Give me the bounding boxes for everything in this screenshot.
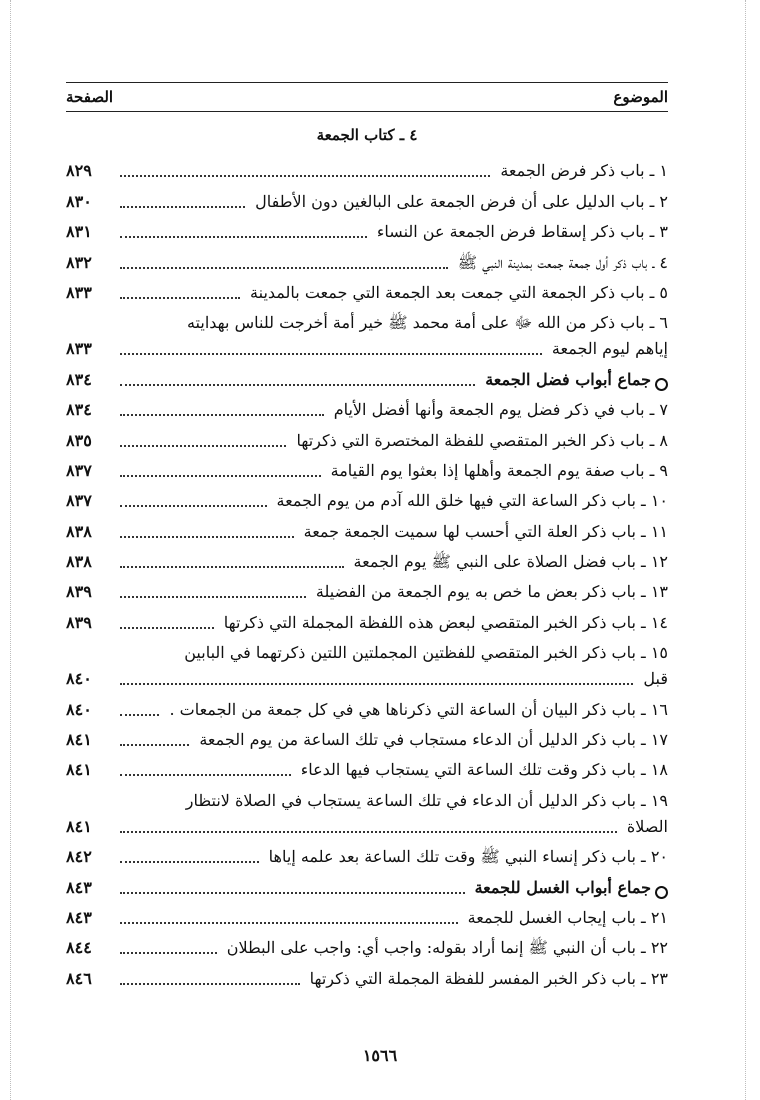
toc-entry xyxy=(66,929,668,959)
toc-entry-page: ٨٣٩ xyxy=(66,612,92,632)
dot-leader xyxy=(120,831,617,833)
toc-entry-page: ٨٣٨ xyxy=(66,521,92,541)
subject-column-label: الموضوع xyxy=(613,88,668,106)
toc-entry-title: ٨ ـ باب ذكر الخبر المتقصي للفظة المختصرة التي ذكرتها xyxy=(296,430,668,450)
toc-entry xyxy=(66,664,668,690)
dot-leader xyxy=(120,983,300,985)
circle-bullet-icon xyxy=(655,886,668,899)
toc-entry-page: ٨٤١ xyxy=(66,816,92,836)
toc-list xyxy=(66,152,668,990)
toc-entry-page: ٨٣١ xyxy=(66,222,92,242)
toc-entry-title: ١١ ـ باب ذكر العلة التي أحسب لها سميت الجمعة جمعة xyxy=(303,521,668,541)
toc-entry-page: ٨٤٣ xyxy=(66,907,92,927)
dot-leader xyxy=(120,922,458,924)
dot-leader xyxy=(120,683,633,685)
toc-entry-page: ٨٤١ xyxy=(66,760,92,780)
dot-leader xyxy=(120,175,490,177)
toc-entry-page: ٨٣٣ xyxy=(66,282,92,302)
toc-entry-page: ٨٤٠ xyxy=(66,699,92,719)
toc-entry xyxy=(66,391,668,421)
toc-entry-title: ١٠ ـ باب ذكر الساعة التي فيها خلق الله آدم من يوم الجمعة xyxy=(276,491,668,511)
dot-leader xyxy=(120,206,245,208)
dot-leader xyxy=(120,714,159,716)
toc-entry-title: قبل xyxy=(643,669,668,689)
toc-entry-title: ٦ ـ باب ذكر من الله ﷻ على أمة محمد ﷺ خير أمة أخرجت للناس بهدايته xyxy=(186,313,668,333)
toc-entry xyxy=(66,512,668,542)
toc-entry-title: ١٥ ـ باب ذكر الخبر المتقصي للفظتين المجملتين اللتين ذكرتهما في البابين xyxy=(184,643,668,663)
toc-entry-title: جماع أبواب فضل الجمعة xyxy=(485,369,651,389)
toc-entry-title: ٢٠ ـ باب ذكر إنساء النبي ﷺ وقت تلك الساعة بعد علمه إياها xyxy=(268,847,668,867)
toc-entry-page: ٨٣٤ xyxy=(66,400,92,420)
dot-leader xyxy=(120,952,217,954)
toc-entry xyxy=(66,421,668,451)
toc-entry-page: ٨٣٠ xyxy=(66,191,92,211)
toc-entry-title: ٣ ـ باب ذكر إسقاط فرض الجمعة عن النساء xyxy=(376,222,668,242)
toc-entry-page: ٨٤٠ xyxy=(66,669,92,689)
toc-entry xyxy=(66,334,668,360)
dot-leader xyxy=(120,384,475,386)
toc-entry xyxy=(66,751,668,781)
dot-leader xyxy=(120,861,259,863)
toc-entry-page: ٨٣٢ xyxy=(66,252,92,272)
toc-entry xyxy=(66,543,668,573)
toc-entry-page: ٨٣٧ xyxy=(66,491,92,511)
toc-group-heading xyxy=(66,868,668,898)
toc-entry-title: ٢ ـ باب الدليل على أن فرض الجمعة على البالغين دون الأطفال xyxy=(255,191,668,211)
toc-entry-page: ٨٤٤ xyxy=(66,938,92,958)
dot-leader xyxy=(120,236,367,238)
toc-entry-title: الصلاة xyxy=(626,816,668,836)
dot-leader xyxy=(120,297,240,299)
toc-entry-title: إياهم ليوم الجمعة xyxy=(551,339,668,359)
toc-entry xyxy=(66,152,668,182)
toc-entry xyxy=(66,781,668,811)
dot-leader xyxy=(120,596,306,598)
toc-entry-title: ٩ ـ باب صفة يوم الجمعة وأهلها إذا بعثوا يوم القيامة xyxy=(330,460,668,480)
toc-entry-title: ٢٢ ـ باب أن النبي ﷺ إنما أراد بقوله: واجب أي: واجب على البطلان xyxy=(226,938,668,958)
toc-entry-title: ٢١ ـ باب إيجاب الغسل للجمعة xyxy=(467,907,668,927)
toc-entry-page: ٨٤٣ xyxy=(66,877,92,897)
toc-entry-title: ١٨ ـ باب ذكر وقت تلك الساعة التي يستجاب فيها الدعاء xyxy=(300,760,668,780)
dot-leader xyxy=(120,414,324,416)
toc-entry xyxy=(66,573,668,603)
section-title: ٤ ـ كتاب الجمعة xyxy=(316,126,418,144)
toc-entry-title: ٥ ـ باب ذكر الجمعة التي جمعت بعد الجمعة التي جمعت بالمدينة xyxy=(250,282,668,302)
toc-entry-title: ١٣ ـ باب ذكر بعض ما خص به يوم الجمعة من الفضيلة xyxy=(315,582,668,602)
dot-leader xyxy=(120,353,542,355)
toc-entry-title: ١٤ ـ باب ذكر الخبر المتقصي لبعض هذه اللفظة المجملة التي ذكرتها xyxy=(223,612,668,632)
dot-leader xyxy=(120,475,321,477)
table-of-contents-header xyxy=(66,82,668,112)
toc-entry-title: ٤ ـ باب ذكر أول جمعة جمعت بمدينة النبي ﷺ xyxy=(457,252,668,272)
toc-entry xyxy=(66,838,668,868)
toc-entry xyxy=(66,182,668,212)
toc-group-heading xyxy=(66,360,668,390)
toc-entry xyxy=(66,721,668,751)
toc-entry-page: ٨٢٩ xyxy=(66,161,92,181)
toc-entry-page: ٨٣٤ xyxy=(66,369,92,389)
toc-entry-page: ٨٤٦ xyxy=(66,968,92,988)
dot-leader xyxy=(120,744,189,746)
toc-entry xyxy=(66,603,668,633)
toc-entry xyxy=(66,482,668,512)
toc-entry xyxy=(66,959,668,989)
toc-entry xyxy=(66,304,668,334)
dot-leader xyxy=(120,536,294,538)
toc-entry-title: ١٦ ـ باب ذكر البيان أن الساعة التي ذكرناها هي في كل جمعة من الجمعات . xyxy=(169,699,668,719)
toc-entry-title: ٢٣ ـ باب ذكر الخبر المفسر للفظة المجملة التي ذكرتها xyxy=(309,968,668,988)
toc-entry-title: ١٩ ـ باب ذكر الدليل أن الدعاء في تلك الساعة يستجاب في الصلاة لانتظار xyxy=(185,790,668,810)
page-column-label: الصفحة xyxy=(66,88,114,106)
toc-entry xyxy=(66,274,668,304)
toc-entry-title: ١ ـ باب ذكر فرض الجمعة xyxy=(500,161,668,181)
toc-entry-page: ٨٣٧ xyxy=(66,460,92,480)
toc-entry xyxy=(66,213,668,243)
page-number: ١٥٦٦ xyxy=(362,1046,398,1065)
dot-leader xyxy=(120,892,465,894)
dot-leader xyxy=(120,627,214,629)
toc-entry-title: ١٢ ـ باب فضل الصلاة على النبي ﷺ يوم الجمعة xyxy=(353,552,668,572)
toc-entry xyxy=(66,899,668,929)
toc-entry xyxy=(66,634,668,664)
toc-entry-page: ٨٤١ xyxy=(66,730,92,750)
toc-entry xyxy=(66,243,668,273)
toc-entry-page: ٨٤٢ xyxy=(66,847,92,867)
dot-leader xyxy=(120,505,267,507)
toc-entry-page: ٨٣٨ xyxy=(66,552,92,572)
toc-entry-page: ٨٣٥ xyxy=(66,430,92,450)
toc-entry-page: ٨٣٣ xyxy=(66,339,92,359)
toc-entry xyxy=(66,690,668,720)
circle-bullet-icon xyxy=(655,378,668,391)
dot-leader xyxy=(120,445,286,447)
dot-leader xyxy=(120,267,448,269)
dot-leader xyxy=(120,774,291,776)
toc-entry-title: ٧ ـ باب في ذكر فضل يوم الجمعة وأنها أفضل الأيام xyxy=(333,400,668,420)
margin-guide-left xyxy=(10,0,11,1100)
toc-entry xyxy=(66,812,668,838)
toc-entry-page: ٨٣٩ xyxy=(66,582,92,602)
toc-entry-title: جماع أبواب الغسل للجمعة xyxy=(474,877,651,897)
toc-entry xyxy=(66,452,668,482)
margin-guide-right xyxy=(745,0,746,1100)
dot-leader xyxy=(120,566,344,568)
toc-entry-title: ١٧ ـ باب ذكر الدليل أن الدعاء مستجاب في تلك الساعة من يوم الجمعة xyxy=(199,730,668,750)
